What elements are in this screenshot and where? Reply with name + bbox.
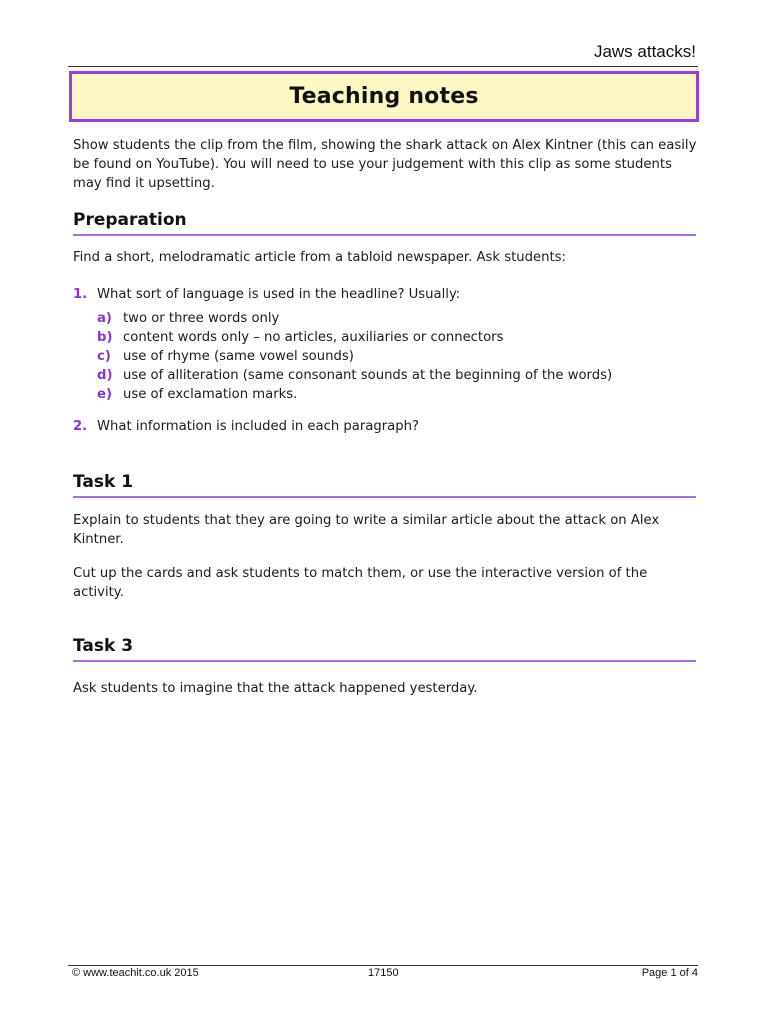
intro-paragraph: Show students the clip from the film, showing the shark attack on Alex Kintner (this can easily be found on YouTube). You will need to use your judgement with this clip as some students may find it upsetting. [73, 138, 697, 191]
question-text: What sort of language is used in the headline? Usually: [97, 287, 461, 302]
question-text: What information is included in each paragraph? [97, 419, 419, 434]
footer-copyright: © www.teachit.co.uk 2015 [72, 967, 199, 979]
list-item [97, 366, 697, 385]
preparation-lead: Find a short, melodramatic article from a tabloid newspaper. Ask students: [73, 250, 566, 265]
list-letter: c) [97, 349, 111, 364]
list-letter: b) [97, 330, 113, 345]
list-item [97, 385, 697, 404]
footer-resource-id: 17150 [368, 967, 399, 979]
list-text: content words only – no articles, auxiliaries or connectors [123, 330, 504, 345]
list-item [97, 328, 697, 347]
task-1-paragraph-2: Cut up the cards and ask students to match them, or use the interactive version of the activity. [73, 566, 648, 600]
question-number: 1. [73, 287, 88, 302]
page-title: Teaching notes [289, 84, 479, 109]
list-item [97, 347, 697, 366]
footer-page-number: Page 1 of 4 [641, 967, 698, 979]
list-text: two or three words only [123, 311, 280, 326]
question-number: 2. [73, 419, 88, 434]
list-letter: a) [97, 311, 112, 326]
question-2 [73, 417, 703, 436]
task-3-paragraph: Ask students to imagine that the attack happened yesterday. [73, 681, 478, 696]
section-heading-preparation: Preparation [73, 210, 696, 236]
section-heading-task-1: Task 1 [73, 472, 696, 498]
list-text: use of rhyme (same vowel sounds) [123, 349, 354, 364]
section-heading-task-3: Task 3 [73, 636, 696, 662]
list-text: use of alliteration (same consonant sounds at the beginning of the words) [123, 368, 613, 383]
document-header-title: Jaws attacks! [593, 42, 696, 61]
list-letter: d) [97, 368, 113, 383]
list-item [97, 309, 697, 328]
footer-divider [68, 965, 698, 966]
task-1-paragraph-1: Explain to students that they are going to write a similar article about the attack on Alex Kintner. [73, 513, 660, 547]
sub-list [97, 309, 697, 404]
question-1 [73, 285, 703, 304]
list-text: use of exclamation marks. [123, 387, 298, 402]
title-box [69, 71, 699, 122]
list-letter: e) [97, 387, 112, 402]
header-divider [68, 66, 698, 67]
